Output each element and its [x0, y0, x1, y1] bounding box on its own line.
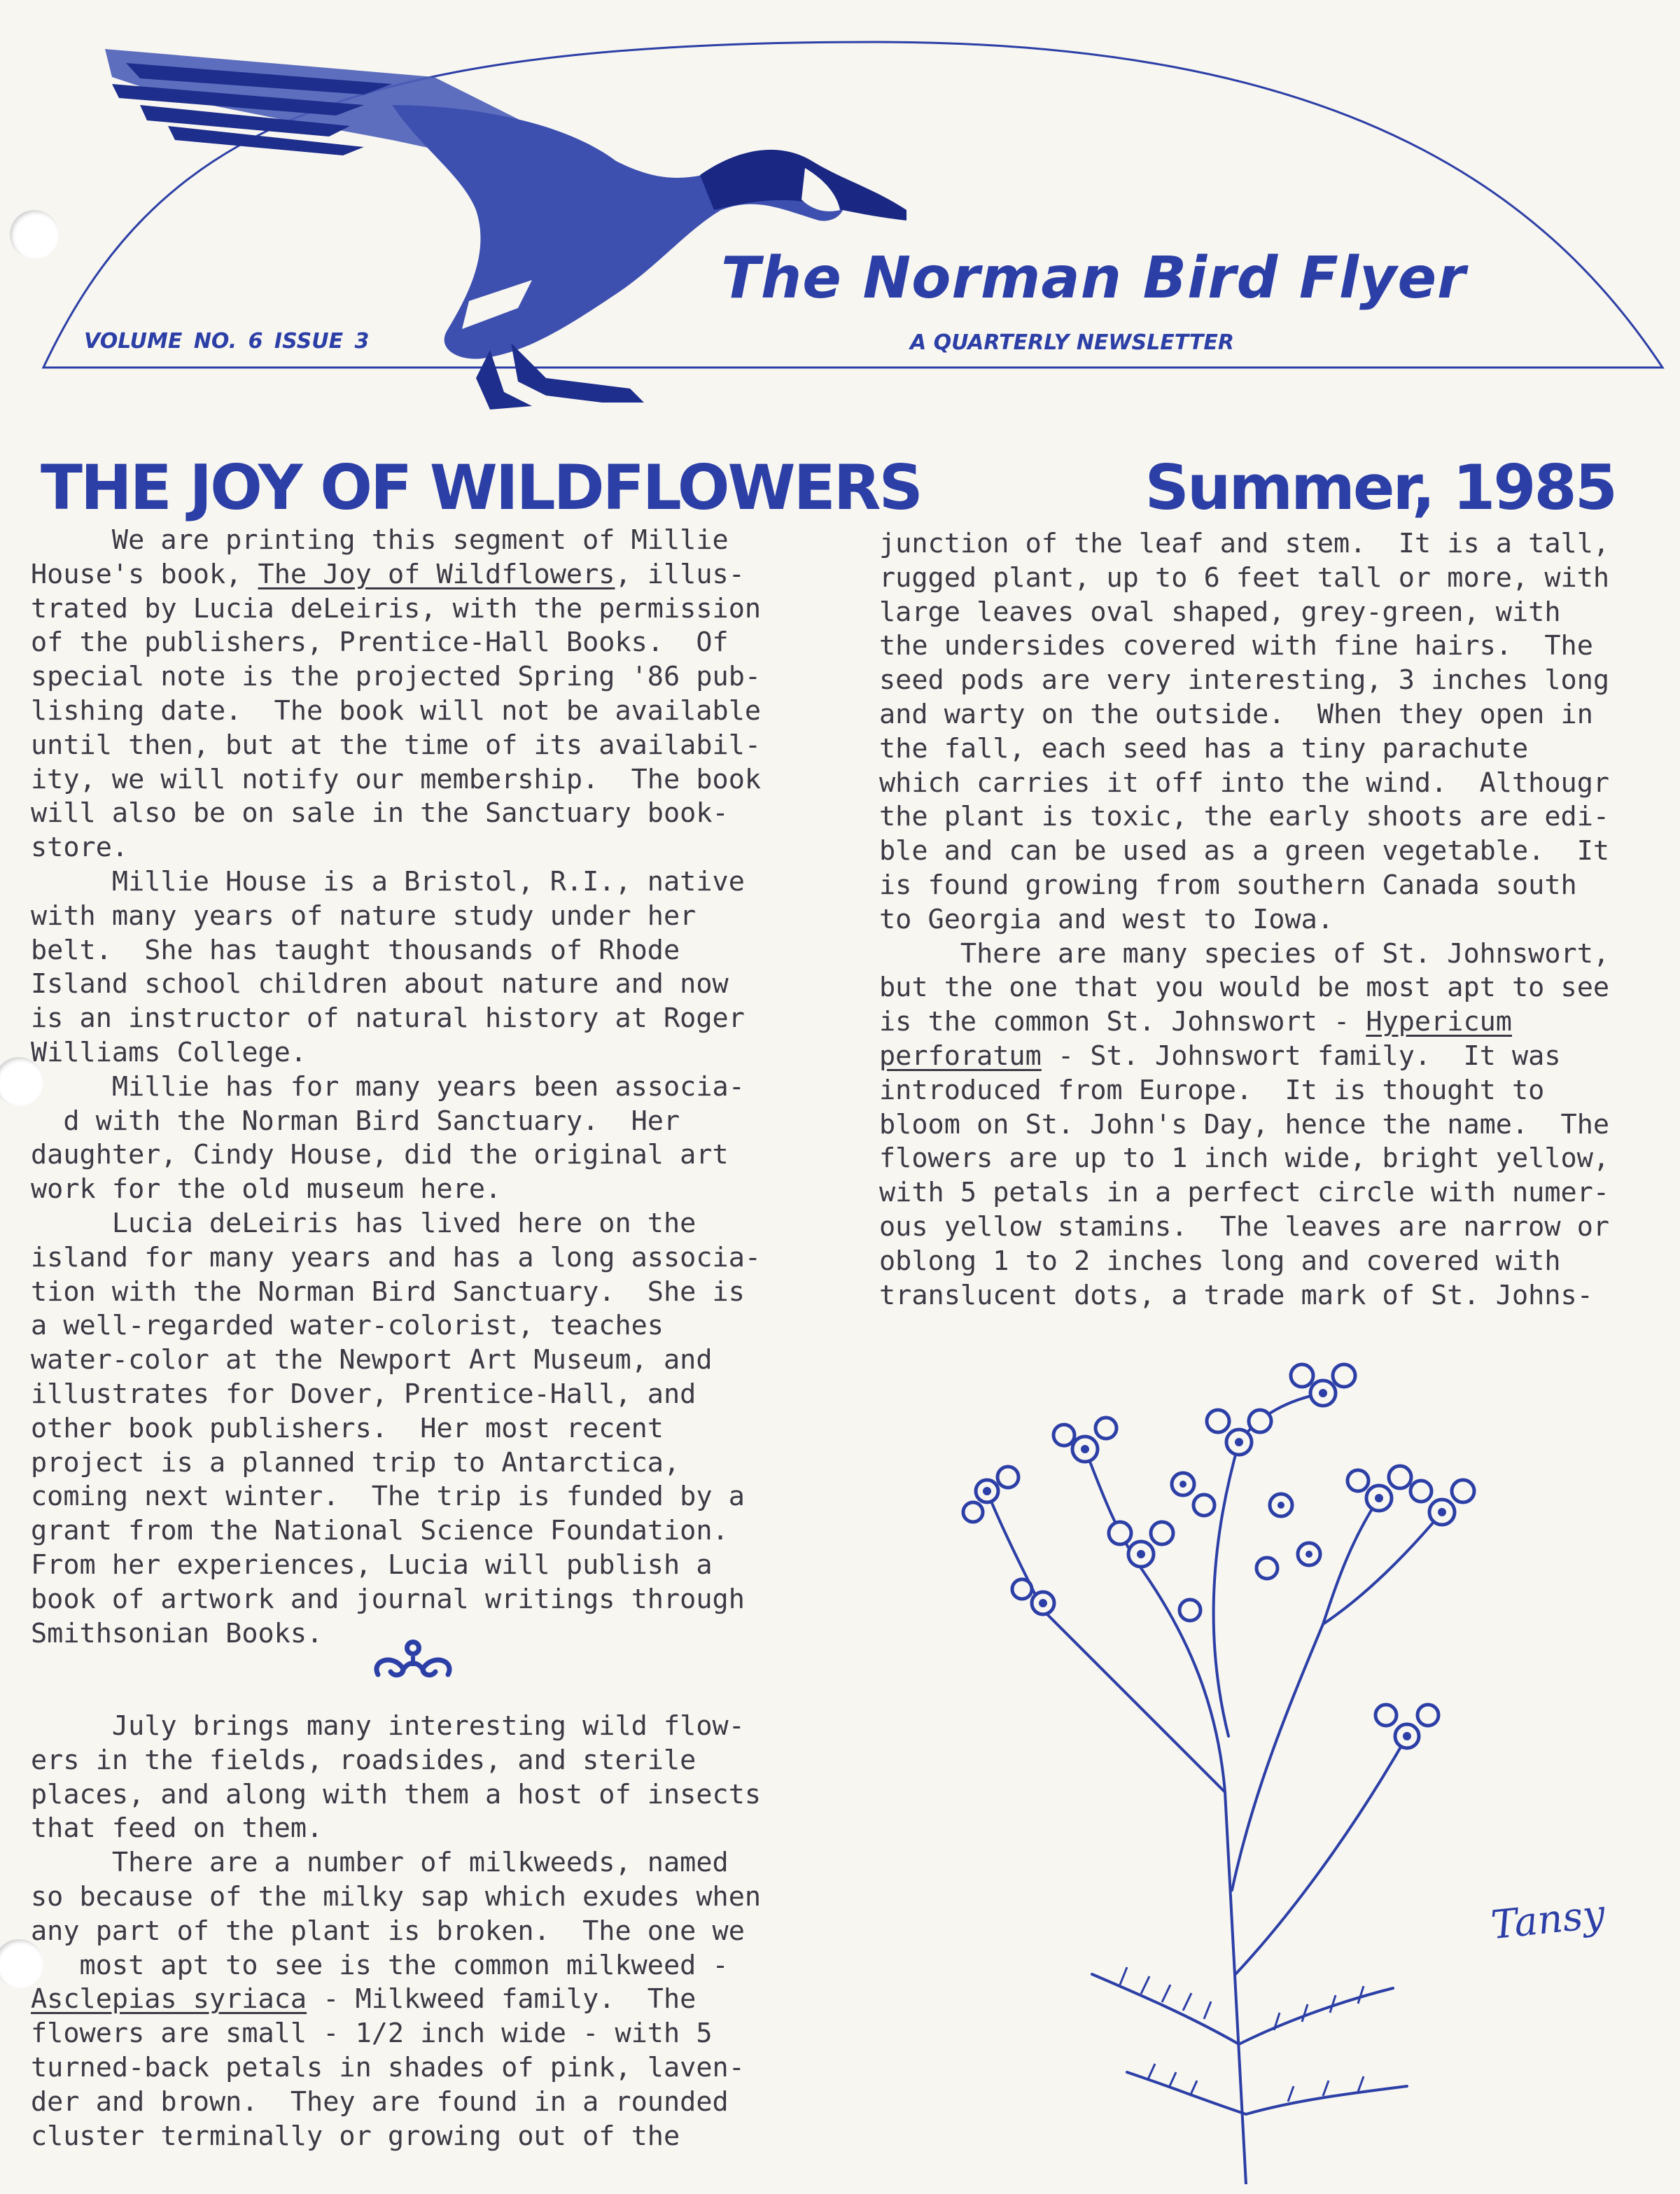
text-line: d with the Norman Bird Sanctuary. Her [31, 1105, 680, 1137]
text-line: flowers are up to 1 inch wide, bright yellow, [879, 1143, 1610, 1175]
masthead [0, 0, 1680, 420]
text-line [31, 1983, 808, 2017]
text-run: is the common St. Johnswort - [879, 1006, 1366, 1038]
text-line: and warty on the outside. When they open in [879, 698, 1593, 730]
text-line: water-color at the Newport Art Museum, and [31, 1344, 713, 1376]
text-line: a well-regarded water-colorist, teaches [31, 1310, 664, 1342]
text-line: introduced from Europe. It is thought to [879, 1074, 1545, 1106]
text-line: of the publishers, Prentice-Hall Books. Of [31, 627, 729, 659]
text-line: oblong 1 to 2 inches long and covered with [879, 1245, 1561, 1277]
text-line: book of artwork and journal writings through [31, 1583, 745, 1615]
text-line: We are printing this segment of Millie [31, 524, 729, 556]
text-line: rugged plant, up to 6 feet tall or more, with [879, 561, 1610, 594]
text-line: is an instructor of natural history at Roger [31, 1002, 745, 1035]
text-line: There are a number of milkweeds, named [31, 1847, 729, 1879]
text-line: daughter, Cindy House, did the original art [31, 1139, 729, 1171]
text-line: most apt to see is the common milkweed - [31, 1949, 729, 1981]
text-run: House's book, [31, 558, 258, 590]
article-headline: THE JOY OF WILDFLOWERS [41, 452, 921, 524]
right-column-text [879, 527, 1670, 1313]
text-line [879, 1040, 1670, 1074]
text-line: will also be on sale in the Sanctuary book- [31, 797, 729, 830]
text-line: Lucia deLeiris has lived here on the [31, 1207, 696, 1239]
text-line: Smithsonian Books. [31, 1617, 323, 1649]
text-line: places, and along with them a host of insects [31, 1778, 762, 1810]
text-line: which carries it off into the wind. Althougr [879, 767, 1610, 799]
text-line [879, 1005, 1670, 1040]
species-name: Hypericum [1366, 1006, 1512, 1038]
text-line: other book publishers. Her most recent [31, 1412, 664, 1444]
text-line: grant from the National Science Foundation. [31, 1515, 729, 1547]
text-run: - Milkweed family. The [307, 1983, 696, 2015]
text-line: the fall, each seed has a tiny parachute [879, 732, 1529, 764]
text-line: lishing date. The book will not be available [31, 694, 762, 727]
text-line: store. [31, 832, 129, 864]
text-line: Island school children about nature and now [31, 968, 729, 1000]
text-line: From her experiences, Lucia will publish a [31, 1549, 713, 1581]
left-column-text-2 [31, 1710, 808, 2153]
text-line: Williams College. [31, 1036, 307, 1068]
text-line: coming next winter. The trip is funded by a [31, 1481, 745, 1513]
text-line: junction of the leaf and stem. It is a tall, [879, 528, 1610, 559]
text-line [31, 558, 808, 592]
text-line: flowers are small - 1/2 inch wide - with 5 [31, 2018, 713, 2050]
canada-goose-icon [105, 49, 906, 410]
floral-ornament-icon [364, 1633, 462, 1689]
text-line: ers in the fields, roadsides, and sterile [31, 1744, 696, 1776]
left-column-text [31, 524, 808, 1651]
text-line: Millie has for many years been associa- [31, 1070, 745, 1103]
volume-issue: VOLUME NO. 6 ISSUE 3 [84, 329, 370, 354]
text-line: with 5 petals in a perfect circle with numer- [879, 1177, 1610, 1209]
tansy-illustration [959, 1344, 1519, 2184]
text-line: cluster terminally or growing out of the [31, 2120, 680, 2152]
text-line: that feed on them. [31, 1812, 323, 1845]
text-line: project is a planned trip to Antarctica, [31, 1446, 680, 1479]
text-line: with many years of nature study under her [31, 900, 696, 932]
text-line: belt. She has taught thousands of Rhode [31, 934, 680, 966]
text-line: illustrates for Dover, Prentice-Hall, and [31, 1378, 696, 1410]
text-line: ity, we will notify our membership. The book [31, 763, 762, 795]
text-line: bloom on St. John's Day, hence the name. The [879, 1108, 1610, 1140]
newsletter-title: The Norman Bird Flyer [721, 245, 1466, 312]
text-line: but the one that you would be most apt to see [879, 972, 1610, 1004]
text-line: work for the old museum here. [31, 1173, 502, 1206]
text-line: special note is the projected Spring '86 pub- [31, 661, 762, 693]
text-line: any part of the plant is broken. The one we [31, 1915, 745, 1947]
text-line: der and brown. They are found in a rounded [31, 2085, 729, 2118]
text-line: translucent dots, a trade mark of St. Johns- [879, 1279, 1593, 1311]
text-line: the plant is toxic, the early shoots are edi- [879, 801, 1610, 833]
text-run: , illus- [615, 558, 745, 590]
text-line: tion with the Norman Bird Sanctuary. She is [31, 1276, 745, 1308]
text-line: trated by Lucia deLeiris, with the permission [31, 592, 762, 624]
species-name: Asclepias syriaca [31, 1983, 307, 2015]
text-run: - St. Johnswort family. It was [1041, 1040, 1561, 1072]
text-line: the undersides covered with fine hairs. The [879, 630, 1593, 662]
text-line: to Georgia and west to Iowa. [879, 903, 1334, 935]
masthead-graphic [0, 0, 1680, 420]
text-line: There are many species of St. Johnswort, [879, 937, 1610, 970]
text-line: large leaves oval shaped, grey-green, with [879, 596, 1561, 628]
illustration-caption: Tansy [1489, 1891, 1607, 1949]
text-line: ous yellow stamins. The leaves are narrow or [879, 1210, 1610, 1243]
text-line: so because of the milky sap which exudes when [31, 1880, 762, 1913]
text-line: is found growing from southern Canada south [879, 869, 1577, 901]
species-name: perforatum [879, 1040, 1042, 1072]
text-line: turned-back petals in shades of pink, laven- [31, 2051, 745, 2083]
text-line: island for many years and has a long associa- [31, 1241, 762, 1273]
book-title: The Joy of Wildflowers [258, 558, 615, 590]
text-line: July brings many interesting wild flow- [31, 1710, 745, 1742]
text-line: ble and can be used as a green vegetable. It [879, 835, 1610, 867]
text-line: until then, but at the time of its availabil- [31, 729, 762, 761]
text-line: seed pods are very interesting, 3 inches long [879, 664, 1610, 697]
newsletter-subtitle: A QUARTERLY NEWSLETTER [910, 330, 1234, 355]
season-date: Summer, 1985 [1144, 452, 1616, 524]
text-line: Millie House is a Bristol, R.I., native [31, 865, 745, 897]
